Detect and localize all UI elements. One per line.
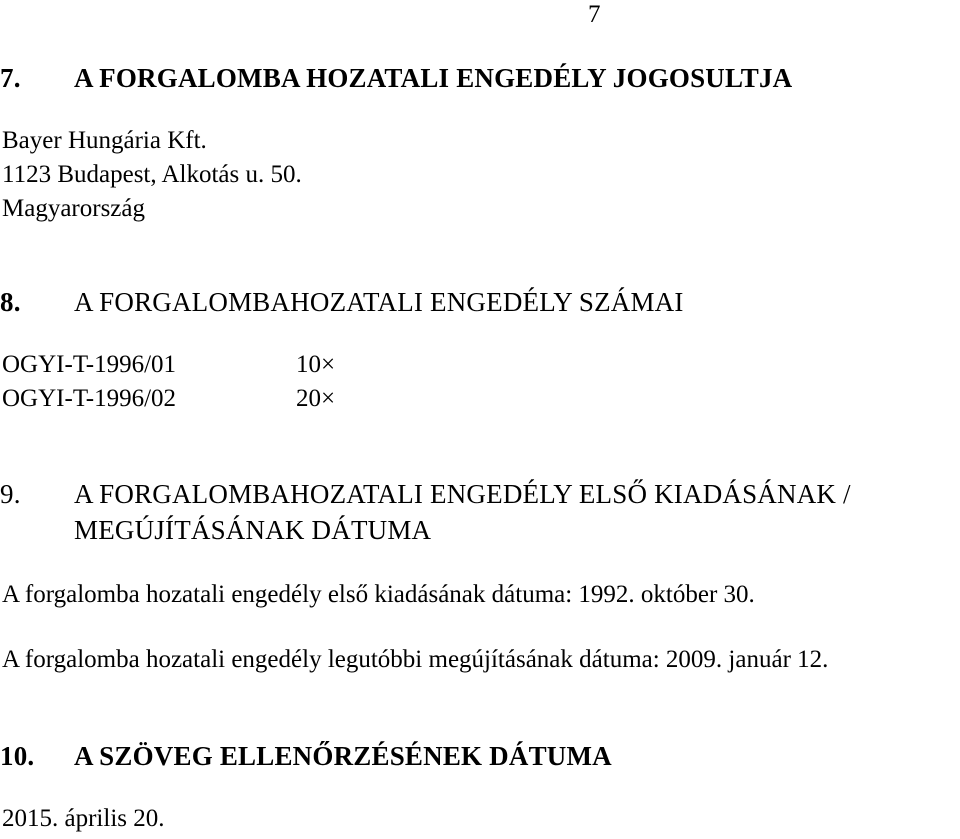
last-renewal-date: A forgalomba hozatali engedély legutóbbi megújításának dátuma: 2009. január 12.: [2, 646, 829, 673]
section-10-heading: [0, 740, 960, 772]
section-10-number: 10.: [0, 741, 35, 771]
section-9-title-line2: MEGÚJÍTÁSÁNAK DÁTUMA: [74, 515, 432, 545]
section-7-heading: [0, 62, 960, 94]
license-code-2: OGYI-T-1996/02: [2, 385, 177, 412]
section-8-heading: [0, 286, 960, 318]
page-number: 7: [588, 1, 601, 28]
section-9-number: 9.: [0, 479, 21, 509]
holder-name: Bayer Hungária Kft.: [2, 127, 207, 154]
section-8-number: 8.: [0, 287, 21, 317]
section-7-title: A FORGALOMBA HOZATALI ENGEDÉLY JOGOSULTJA: [74, 63, 793, 93]
holder-country: Magyarország: [2, 195, 145, 222]
first-issue-date: A forgalomba hozatali engedély első kiadásának dátuma: 1992. október 30.: [2, 581, 755, 608]
section-9-heading: [0, 478, 960, 510]
license-pack-1: 10×: [296, 351, 336, 378]
license-code-1: OGYI-T-1996/01: [2, 351, 177, 378]
section-9-title-line1: A FORGALOMBAHOZATALI ENGEDÉLY ELSŐ KIADÁSÁNAK /: [74, 479, 851, 509]
section-10-title: A SZÖVEG ELLENŐRZÉSÉNEK DÁTUMA: [74, 741, 612, 771]
revision-date: 2015. április 20.: [2, 805, 165, 832]
license-pack-2: 20×: [296, 385, 336, 412]
section-8-title: A FORGALOMBAHOZATALI ENGEDÉLY SZÁMAI: [74, 287, 684, 317]
holder-address: 1123 Budapest, Alkotás u. 50.: [2, 161, 302, 188]
section-7-number: 7.: [0, 63, 21, 93]
